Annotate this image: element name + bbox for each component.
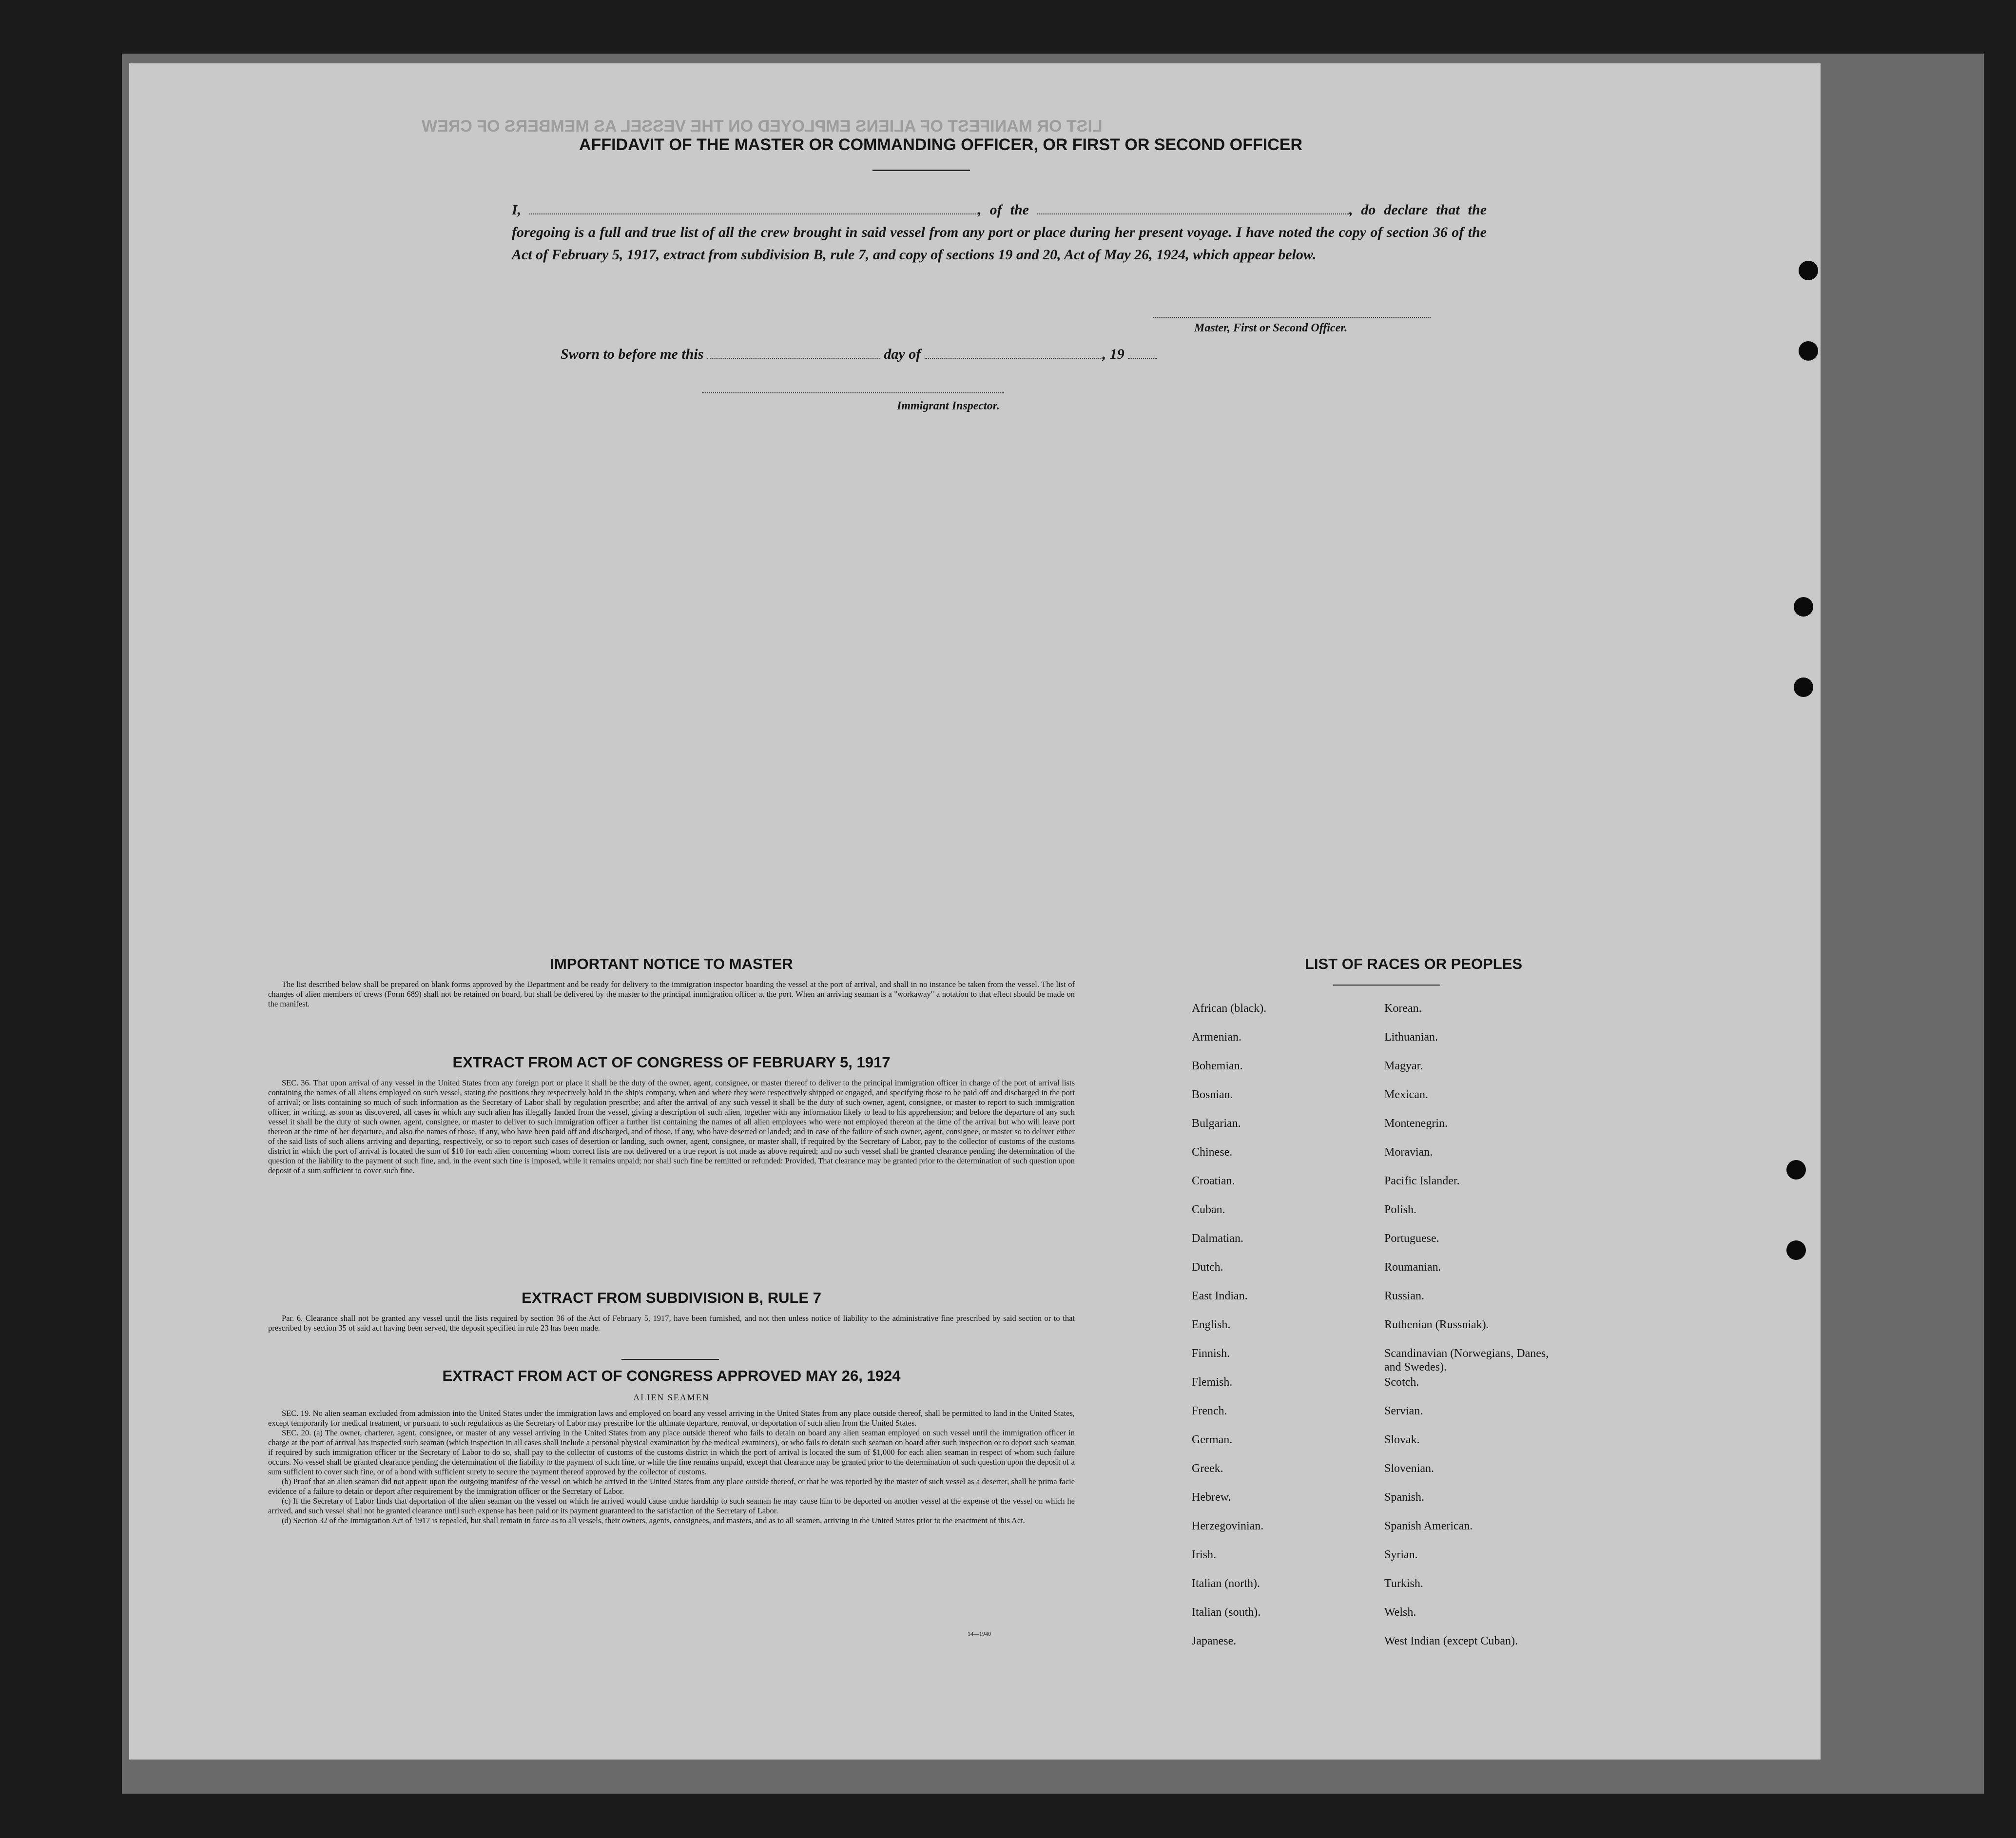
race-item: Bohemian. (1192, 1060, 1243, 1072)
race-item: Polish. (1384, 1203, 1417, 1216)
race-item: Slovak. (1384, 1433, 1420, 1446)
race-item: Ruthenian (Russniak). (1384, 1318, 1489, 1331)
alien-seamen-subtitle: ALIEN SEAMEN (633, 1393, 710, 1402)
race-item: West Indian (except Cuban). (1384, 1635, 1518, 1647)
race-item: Finnish. (1192, 1347, 1230, 1360)
extract-1917-title: EXTRACT FROM ACT OF CONGRESS OF FEBRUARY 5, 1917 (452, 1054, 891, 1071)
race-item: Dalmatian. (1192, 1232, 1243, 1245)
race-item: Montenegrin. (1384, 1117, 1448, 1130)
extract-rule7-text (268, 1314, 1075, 1333)
race-item: Roumanian. (1384, 1261, 1441, 1274)
vessel-field[interactable] (1037, 202, 1349, 214)
notice-text (268, 980, 1075, 1009)
extract-1917-text (268, 1078, 1075, 1176)
race-item: Slovenian. (1384, 1462, 1434, 1475)
race-item: Welsh. (1384, 1606, 1416, 1619)
race-item: Japanese. (1192, 1635, 1237, 1647)
race-item: Irish. (1192, 1548, 1216, 1561)
sworn-day-field[interactable] (707, 346, 880, 359)
race-item: Pacific Islander. (1384, 1175, 1460, 1187)
extract-1924-text (268, 1409, 1075, 1526)
race-item: Hebrew. (1192, 1491, 1231, 1504)
sworn-month-field[interactable] (925, 346, 1103, 359)
day-of-label: day of (884, 346, 921, 362)
race-item: Dutch. (1192, 1261, 1223, 1274)
of-the-label: , of the (978, 202, 1029, 218)
race-item: Italian (south). (1192, 1606, 1261, 1619)
race-item: Flemish. (1192, 1376, 1233, 1389)
race-item: English. (1192, 1318, 1231, 1331)
binder-hole (1786, 1240, 1806, 1260)
bleed-through-header: LIST OR MANIFEST OF ALIENS EMPLOYED ON THE VESSEL AS MEMBERS OF CREW (422, 117, 1103, 135)
binder-hole (1794, 597, 1813, 617)
name-field[interactable] (529, 202, 978, 214)
binder-hole (1799, 261, 1818, 280)
title-underline (872, 170, 970, 171)
race-item: Servian. (1384, 1405, 1423, 1417)
sworn-year-field[interactable] (1128, 346, 1157, 359)
race-item: Russian. (1384, 1290, 1425, 1302)
notice-paragraph: The list described below shall be prepared on blank forms approved by the Department and be ready for delivery to the immigration inspector boarding the vessel at the port of arrival, and shall in no instance be taken from the vessel. The list of changes of alien members of crews (Form 689) shall not be retained on board, but shall be delivered by the master to the principal immigration officer at the port. When an arriving seaman is a "workaway" a notation to that effect should be made on the manifest. (268, 980, 1075, 1008)
race-item: Spanish. (1384, 1491, 1425, 1504)
affidavit-statement (512, 199, 1487, 266)
affidavit-body: that the foregoing is a full and true list of all the crew brought in said vessel from any port or place during her present voyage. I have noted the copy of section 36 of the Act of February 5, 1917, extract from subdivision B, rule 7, and copy of sections 19 and 20, Act of May 26, 1924, which appear below. (512, 202, 1487, 263)
race-item: Turkish. (1384, 1577, 1423, 1590)
race-item: Magyar. (1384, 1060, 1423, 1072)
race-item: Croatian. (1192, 1175, 1235, 1187)
race-item: Scotch. (1384, 1376, 1419, 1389)
section-20a-paragraph: SEC. 20. (a) The owner, charterer, agent, consignee, or master of any vessel arriving in the United States from any place outside thereof who fails to detain on board any alien seaman employed on such vessel until the immigration officer in charge at the port of arrival has inspected such seaman (which inspection in all cases shall include a personal physical examination by the medical examiners), or who fails to detain such seaman on board after such inspection or to deport such seaman if required by such immigration officer or the Secretary of Labor to do so, shall pay to the collector of customs of the customs district in which the port of arrival is located the sum of $1,000 for each alien seaman in respect of whom such failure occurs. No vessel shall be granted clearance pending the determination of the liability to the payment of such fine, or while the fine remains unpaid, except that clearance may be granted prior to the determination of such question upon the deposit of a sum sufficient to cover such fine, or of a bond with sufficient surety to secure the payment thereof approved by the collector of customs. (268, 1428, 1075, 1476)
race-item: Bosnian. (1192, 1088, 1233, 1101)
race-item: German. (1192, 1433, 1233, 1446)
i-label: I, (512, 202, 522, 218)
section-20b-paragraph: (b) Proof that an alien seaman did not appear upon the outgoing manifest of the vessel on which he arrived in the United States from any place outside thereof, or that he was reported by the master of such vessel as a deserter, shall be prima facie evidence of a failure to detain or deport after requirement by the immigration officer or the Secretary of Labor. (268, 1477, 1075, 1496)
race-item: Bulgarian. (1192, 1117, 1241, 1130)
section-20d-paragraph: (d) Section 32 of the Immigration Act of 1917 is repealed, but shall remain in force as to all vessels, their owners, agents, consignees, and masters, and as to all seamen, arriving in the United States prior to the enactment of this Act. (282, 1516, 1025, 1525)
sworn-label: Sworn to before me this (561, 346, 704, 362)
extract-rule7-title: EXTRACT FROM SUBDIVISION B, RULE 7 (522, 1289, 821, 1306)
section-divider (621, 1359, 719, 1360)
race-item: African (black). (1192, 1002, 1267, 1015)
inspector-signature-line[interactable] (702, 392, 1004, 393)
race-item: Moravian. (1384, 1146, 1433, 1159)
race-item: Spanish American. (1384, 1520, 1473, 1532)
race-item: Korean. (1384, 1002, 1422, 1015)
par-6-paragraph: Par. 6. Clearance shall not be granted any vessel until the lists required by section 36 of the Act of February 5, 1917, have been furnished, and not then unless notice of liability to the administrative fine prescribed by said section or to that prescribed by section 35 of said act having been served, the deposit specified in rule 23 has been made. (268, 1314, 1075, 1333)
races-title-underline (1333, 985, 1440, 986)
race-item: Armenian. (1192, 1031, 1241, 1044)
race-item: Syrian. (1384, 1548, 1418, 1561)
binder-hole (1794, 677, 1813, 697)
race-item: Mexican. (1384, 1088, 1428, 1101)
declare-label: , do declare (1349, 202, 1428, 218)
binder-hole (1799, 341, 1818, 361)
race-item: Italian (north). (1192, 1577, 1260, 1590)
section-19-paragraph: SEC. 19. No alien seaman excluded from admission into the United States under the immigration laws and employed on board any vessel arriving in the United States from any place outside thereof, shall be permitted to land in the United States, except temporarily for medical treatment, or pursuant to such regulations as the Secretary of Labor may prescribe for the ultimate departure, removal, or deportation of such alien from the United States. (268, 1409, 1075, 1428)
master-signature-line[interactable] (1153, 317, 1431, 318)
section-20c-paragraph: (c) If the Secretary of Labor finds that deportation of the alien seaman on the vessel on which he arrived would cause undue hardship to such seaman he may cause him to be deported on another vessel at the expense of the vessel on which he arrived, and such vessel shall not be granted clearance until such expense has been paid or its payment guaranteed to the satisfaction of the Secretary of Labor. (268, 1496, 1075, 1515)
race-item: Herzegovinian. (1192, 1520, 1264, 1532)
year-label: , 19 (1102, 346, 1124, 362)
form-number: 14—1940 (968, 1630, 991, 1637)
race-item: Chinese. (1192, 1146, 1233, 1159)
sworn-line (561, 346, 1157, 363)
race-item: Scandinavian (Norwegians, Danes, and Swedes). (1384, 1347, 1549, 1374)
race-item: East Indian. (1192, 1290, 1248, 1302)
race-item: Cuban. (1192, 1203, 1225, 1216)
races-title: LIST OF RACES OR PEOPLES (1304, 955, 1523, 972)
race-item: French. (1192, 1405, 1227, 1417)
inspector-caption: Immigrant Inspector. (897, 400, 1000, 412)
race-item: Lithuanian. (1384, 1031, 1438, 1044)
race-item: Portuguese. (1384, 1232, 1439, 1245)
extract-1924-title: EXTRACT FROM ACT OF CONGRESS APPROVED MAY 26, 1924 (442, 1367, 901, 1384)
section-36-paragraph: SEC. 36. That upon arrival of any vessel in the United States from any foreign port or place it shall be the duty of the owner, agent, consignee, or master thereof to deliver to the principal immigration officer in charge of the port of arrival lists containing the names of all aliens employed on such vessel, stating the positions they respectively hold in the ship's company, when and where they were respectively shipped or engaged, and specifying those to be paid off and discharged in the port of arrival; or lists containing so much of such information as the Secretary of Labor shall by regulation prescribe; and after the arrival of any such vessel it shall be the duty of such owner, agent, consignee, or master to report to such immigration officer, in writing, as soon as discovered, all cases in which any such alien has illegally landed from the vessel, giving a description of such alien, together with any information likely to lead to his apprehension; and before the departure of any such vessel it shall be the duty of such owner, agent, consignee, or master to deliver to such immigration officer a further list containing the names of all alien employees who were not employed thereon at the time of the arrival but who will leave port thereon at the time of her departure, and also the names of those, if any, who have been paid off and discharged, and of those, if any, who have deserted or landed; and in case of the failure of such owner, agent, consignee, or master so to deliver either of the said lists of such aliens arriving and departing, respectively, or so to report such cases of desertion or landing, such owner, agent, consignee, or master shall, if required by the Secretary of Labor, pay to the collector of customs of the customs district in which the port of arrival is located the sum of $10 for each alien concerning whom correct lists are not delivered or a true report is not made as above required; and no such vessel shall be granted clearance pending the determination of the question of the liability to the payment of such fine, and, in the event such fine is imposed, while it remains unpaid; nor shall such fine be remitted or refunded: Provided, That clearance may be granted prior to the determination of such question upon deposit of a sum sufficient to cover such fine. (268, 1078, 1075, 1175)
race-item: Greek. (1192, 1462, 1223, 1475)
notice-title: IMPORTANT NOTICE TO MASTER (550, 955, 793, 972)
document-page (129, 63, 1821, 1760)
affidavit-title: AFFIDAVIT OF THE MASTER OR COMMANDING OFFICER, OR FIRST OR SECOND OFFICER (579, 135, 1302, 154)
master-caption: Master, First or Second Officer. (1194, 322, 1348, 334)
binder-hole (1786, 1160, 1806, 1180)
